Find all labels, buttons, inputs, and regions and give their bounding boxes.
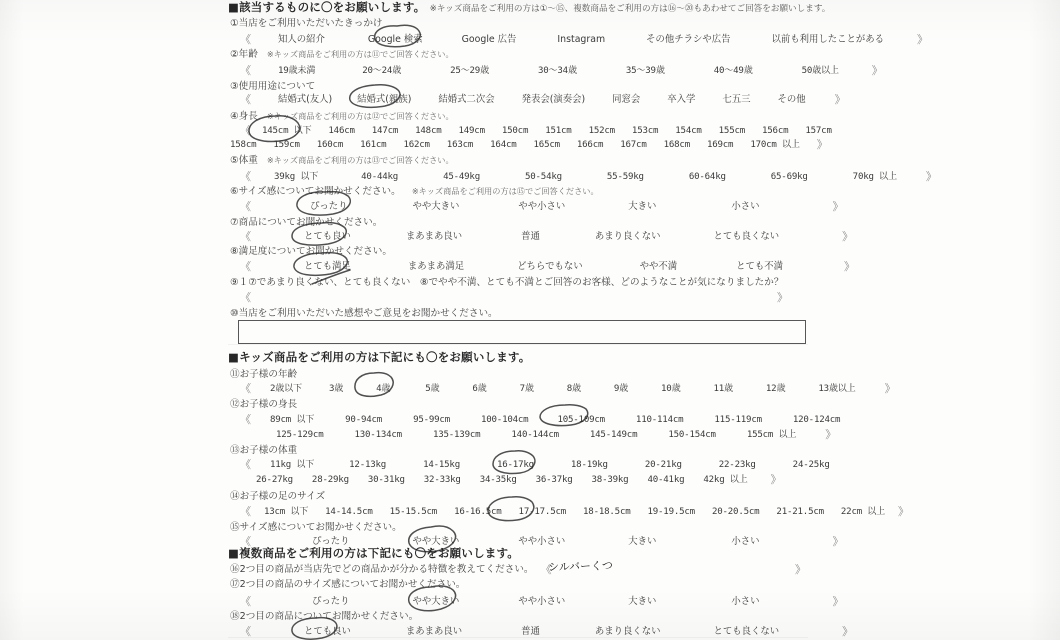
options-q3	[240, 91, 846, 107]
option-q7-2[interactable]: 普通	[521, 231, 540, 242]
option-q15-3[interactable]: 大きい	[628, 536, 657, 547]
option-q14-6[interactable]: 19-19.5cm	[647, 507, 695, 517]
question-label-q7	[230, 214, 382, 228]
options-q4-line2	[230, 136, 828, 152]
options-q7	[240, 228, 853, 244]
option-q1-4[interactable]: その他チラシや広告	[646, 34, 731, 45]
options-q6	[240, 198, 843, 214]
section1-heading-note: ※キッズ商品をご利用の方は①〜⑮、複数商品をご利用の方は⑯〜⑳もあわせてご回答をお願いします。	[429, 4, 831, 14]
q18-text: 2つ目の商品についてお聞かせください。	[239, 611, 419, 622]
question-label-q14	[230, 488, 325, 502]
question-label-q16	[230, 561, 552, 577]
option-q3-5[interactable]: 卒入学	[667, 94, 696, 105]
option-q11-6[interactable]: 8歳	[566, 384, 581, 394]
bracket-close: 》	[871, 64, 883, 77]
option-q1-5[interactable]: 以前も利用したことがある	[771, 34, 884, 45]
option-q2-6[interactable]: 50歳以上	[801, 66, 839, 76]
section1-heading-text: ■該当するものに〇をお願いします。	[228, 0, 426, 14]
option-q6-4[interactable]: 小さい	[731, 201, 760, 212]
q14-number: ⑭	[230, 491, 240, 502]
option-q3-6[interactable]: 七五三	[722, 94, 751, 105]
option-q7-3[interactable]: あまり良くない	[594, 231, 661, 242]
q7-text: 商品についてお聞かせください。	[238, 217, 383, 228]
bracket-open: 《	[240, 124, 251, 137]
q4-number: ④	[230, 111, 239, 122]
option-q2-1[interactable]: 20〜24歳	[362, 66, 402, 76]
q2-note: ※キッズ商品をご利用の方は⑪でご回答ください。	[266, 49, 454, 59]
q15-number: ⑮	[230, 522, 240, 533]
bracket-close: 》	[832, 535, 844, 548]
question-label-q17	[230, 576, 465, 590]
option-q6-3[interactable]: 大きい	[628, 201, 657, 212]
option-q11-2[interactable]: 4歳	[376, 384, 391, 394]
options-q13-line2	[256, 471, 782, 487]
q4-note: ※キッズ商品をご利用の方は⑫でご回答ください。	[266, 111, 454, 121]
option-q11-4[interactable]: 6歳	[472, 384, 487, 394]
option-q5-6[interactable]: 65-69kg	[770, 172, 808, 182]
option-q4-2[interactable]: 147cm	[371, 126, 399, 136]
q10-number: ⑩	[230, 308, 239, 319]
option-q4-6[interactable]: 151cm	[545, 126, 572, 136]
bracket-close: 》	[884, 382, 896, 395]
bracket-open: 《	[240, 291, 251, 304]
option-q13-8[interactable]: 26-27kg	[256, 475, 293, 485]
bracket-open: 《	[240, 505, 251, 518]
option-q14-2[interactable]: 15-15.5cm	[389, 507, 438, 517]
option-q13-3[interactable]: 16-17kg	[496, 460, 534, 470]
q16-number: ⑯	[230, 564, 240, 575]
question-label-q10	[230, 305, 498, 319]
q4-text: 身長	[238, 111, 258, 122]
option-q12-9[interactable]: 130-134cm	[354, 430, 402, 440]
options-q13-line1	[240, 456, 830, 472]
option-q4-11[interactable]: 156cm	[762, 126, 789, 136]
question-label-q12	[230, 396, 297, 410]
option-q4-3[interactable]: 148cm	[415, 126, 442, 136]
option-q13-16[interactable]: 42kg 以上	[703, 475, 748, 485]
option-q14-8[interactable]: 21-21.5cm	[776, 507, 824, 517]
option-q12-4[interactable]: 105-109cm	[557, 415, 605, 425]
option-q12-5[interactable]: 110-114cm	[635, 415, 684, 425]
q5-text: 体重	[238, 155, 258, 166]
option-q5-4[interactable]: 55-59kg	[606, 172, 644, 182]
q18-number: ⑱	[230, 611, 240, 622]
q17-text: 2つ目の商品のサイズ感についてお聞かせください。	[239, 579, 466, 590]
option-q4-22[interactable]: 167cm	[620, 140, 647, 150]
option-q4-0[interactable]: 145cm 以下	[261, 126, 312, 136]
option-q14-3[interactable]: 16-16.5cm	[454, 507, 502, 517]
option-q11-3[interactable]: 5歳	[425, 384, 440, 394]
option-q11-10[interactable]: 12歳	[765, 384, 786, 394]
question-label-q8	[230, 243, 392, 257]
option-q4-8[interactable]: 153cm	[631, 126, 659, 136]
q9-text: １⑦であまり良くない、とても良くない ⑧でやや不満、とても不満とご回答のお客様、どのようなことが気になりましたか？	[238, 277, 784, 288]
option-q15-1[interactable]: やや大きい	[412, 536, 460, 547]
option-q18-2[interactable]: 普通	[521, 626, 540, 637]
option-q6-2[interactable]: やや小さい	[518, 201, 566, 212]
option-q7-0[interactable]: とても良い	[303, 231, 351, 242]
question-label-q4	[230, 108, 454, 122]
scan-streak	[228, 637, 808, 638]
scan-streak	[228, 344, 808, 345]
option-q12-2[interactable]: 95-99cm	[413, 415, 450, 425]
options-q8	[240, 258, 855, 274]
q7-number: ⑦	[230, 217, 239, 228]
option-q12-14[interactable]: 155cm 以上	[746, 430, 797, 440]
option-q4-12[interactable]: 157cm	[805, 126, 832, 136]
option-q18-0[interactable]: とても良い	[303, 626, 351, 637]
option-q12-11[interactable]: 140-144cm	[511, 430, 559, 440]
option-q7-4[interactable]: とても良くない	[713, 231, 780, 242]
option-q4-13[interactable]: 158cm	[230, 140, 257, 150]
option-q6-0[interactable]: ぴったり	[309, 201, 348, 212]
q10-text: 当店をご利用いただいた感想やご意見をお聞かせください。	[238, 308, 498, 319]
bracket-close: 》	[832, 595, 844, 608]
options-q14	[240, 503, 909, 519]
option-q12-3[interactable]: 100-104cm	[480, 415, 529, 425]
q17-number: ⑰	[230, 579, 240, 590]
option-q14-1[interactable]: 14-14.5cm	[325, 507, 373, 517]
option-q3-2[interactable]: 結婚式二次会	[438, 94, 495, 105]
section3-heading	[228, 545, 519, 561]
bracket-open: 《	[240, 625, 251, 638]
section1-heading	[228, 0, 830, 15]
question-label-q9	[230, 274, 783, 288]
q12-text: お子様の身長	[239, 399, 298, 410]
options-q12-line2	[276, 426, 836, 442]
q6-note: ※キッズ商品をご利用の方は⑮でご回答ください。	[411, 186, 599, 196]
q6-number: ⑥	[230, 186, 239, 197]
option-q3-7[interactable]: その他	[777, 94, 806, 105]
option-q14-5[interactable]: 18-18.5cm	[583, 507, 631, 517]
option-q4-1[interactable]: 146cm	[328, 126, 355, 136]
option-q12-6[interactable]: 115-119cm	[714, 415, 762, 425]
option-q13-4[interactable]: 18-19kg	[570, 460, 608, 470]
q8-text: 満足度についてお聞かせください。	[238, 246, 392, 257]
bracket-open: 《	[240, 535, 251, 548]
q11-number: ⑪	[230, 369, 240, 380]
option-q11-9[interactable]: 11歳	[713, 384, 733, 394]
bracket-close: 》	[825, 428, 837, 441]
option-q13-13[interactable]: 36-37kg	[535, 475, 573, 485]
option-q17-4[interactable]: 小さい	[731, 596, 760, 607]
bracket-close: 》	[844, 260, 856, 273]
q13-number: ⑬	[230, 445, 240, 456]
option-q13-0[interactable]: 11kg 以下	[269, 460, 315, 470]
options-q17	[240, 593, 843, 609]
bracket-close: 》	[816, 138, 828, 151]
option-q3-4[interactable]: 同窓会	[612, 94, 641, 105]
options-q5	[240, 168, 937, 184]
question-label-q3	[230, 78, 315, 92]
q14-text: お子様の足のサイズ	[239, 491, 326, 502]
bracket-close: 》	[898, 505, 910, 518]
option-q14-0[interactable]: 13cm 以下	[263, 507, 309, 517]
free-comment-box-q10[interactable]	[238, 320, 806, 344]
option-q11-8[interactable]: 10歳	[661, 384, 681, 394]
bracket-open: 《	[240, 595, 251, 608]
q3-number: ③	[230, 81, 239, 92]
options-q11	[240, 380, 896, 396]
q2-number: ②	[230, 49, 239, 60]
question-label-q18	[230, 608, 418, 622]
option-q12-13[interactable]: 150-154cm	[668, 430, 716, 440]
q1-text: 当店をご利用いただいたきっかけ	[238, 18, 383, 29]
option-q14-9[interactable]: 22cm 以上	[840, 507, 886, 517]
section3-heading-text: ■複数商品をご利用の方は下記にも〇をお願いします。	[228, 546, 519, 560]
option-q4-23[interactable]: 168cm	[663, 140, 690, 150]
option-q11-7[interactable]: 9歳	[613, 384, 629, 394]
option-q14-7[interactable]: 20-20.5cm	[711, 507, 760, 517]
option-q8-0[interactable]: とても満足	[303, 261, 351, 272]
option-q8-2[interactable]: どちらでもない	[517, 261, 583, 272]
bracket-close: 》	[842, 625, 854, 638]
option-q2-4[interactable]: 35〜39歳	[625, 66, 665, 76]
option-q1-3[interactable]: Instagram	[557, 34, 606, 45]
question-label-q5	[230, 152, 454, 166]
option-q4-16[interactable]: 161cm	[360, 140, 387, 150]
option-q4-20[interactable]: 165cm	[533, 140, 560, 150]
option-q1-1[interactable]: Google 検索	[367, 34, 423, 45]
options-q12-line1	[240, 411, 840, 427]
option-q4-14[interactable]: 159cm	[273, 140, 300, 150]
q13-text: お子様の体重	[239, 445, 298, 456]
option-q15-2[interactable]: やや小さい	[518, 536, 566, 547]
q9-number: ⑨	[230, 277, 239, 288]
option-q7-1[interactable]: まあまあ良い	[405, 231, 463, 242]
option-q18-1[interactable]: まあまあ良い	[405, 626, 463, 637]
option-q17-2[interactable]: やや小さい	[518, 596, 566, 607]
option-q13-5[interactable]: 20-21kg	[644, 460, 682, 470]
handwritten-answer-q16[interactable]: シルバーくつ	[547, 559, 614, 574]
option-q13-1[interactable]: 12-13kg	[349, 460, 387, 470]
option-q13-6[interactable]: 22-23kg	[718, 460, 756, 470]
bracket-open: 《	[240, 33, 251, 46]
section2-heading-text: ■キッズ商品をご利用の方は下記にも〇をお願いします。	[228, 350, 531, 364]
option-q17-3[interactable]: 大きい	[628, 596, 657, 607]
option-q4-5[interactable]: 150cm	[501, 126, 529, 136]
option-q6-1[interactable]: やや大きい	[412, 201, 460, 212]
bracket-close: 》	[795, 563, 806, 576]
option-q11-1[interactable]: 3歳	[328, 384, 344, 394]
option-q18-3[interactable]: あまり良くない	[594, 626, 661, 637]
q5-note: ※キッズ商品をご利用の方は⑬でご回答ください。	[266, 155, 454, 165]
option-q12-10[interactable]: 135-139cm	[432, 430, 481, 440]
option-q5-5[interactable]: 60-64kg	[688, 172, 726, 182]
q2-text: 年齢	[238, 49, 258, 60]
option-q4-10[interactable]: 155cm	[718, 126, 746, 136]
option-q3-3[interactable]: 発表会(演奏会)	[521, 94, 586, 105]
q12-number: ⑫	[230, 399, 240, 410]
option-q11-0[interactable]: 2歳以下	[269, 384, 302, 394]
bracket-open: 《	[240, 230, 251, 243]
option-q14-4[interactable]: 17-17.5cm	[518, 507, 567, 517]
option-q4-19[interactable]: 164cm	[490, 140, 517, 150]
bracket-open: 《	[540, 563, 552, 576]
question-label-q1	[230, 15, 383, 29]
option-q13-9[interactable]: 28-29kg	[311, 475, 349, 485]
option-q3-0[interactable]: 結婚式(友人)	[277, 94, 333, 105]
q8-number: ⑧	[230, 246, 239, 257]
option-q1-2[interactable]: Google 広告	[461, 34, 517, 45]
option-q4-25[interactable]: 170cm 以上	[750, 140, 800, 150]
bracket-close: 》	[770, 473, 782, 486]
option-q4-21[interactable]: 166cm	[576, 140, 604, 150]
option-q8-4[interactable]: とても不満	[736, 261, 784, 272]
option-q18-4[interactable]: とても良くない	[713, 626, 780, 637]
q1-number: ①	[230, 18, 239, 29]
bracket-open: 《	[240, 458, 251, 471]
bracket-open: 《	[240, 200, 251, 213]
option-q3-1[interactable]: 結婚式(親族)	[357, 94, 412, 105]
bracket-open: 《	[240, 413, 251, 426]
bracket-close: 》	[925, 170, 937, 183]
answer-row-q9[interactable]	[240, 289, 788, 305]
bracket-open: 《	[240, 170, 251, 183]
option-q1-0[interactable]: 知人の紹介	[277, 34, 325, 45]
question-label-q13	[230, 442, 297, 456]
option-q4-7[interactable]: 152cm	[588, 126, 615, 136]
option-q5-1[interactable]: 40-44kg	[361, 172, 399, 182]
section2-heading	[228, 349, 530, 365]
q3-text: 使用用途について	[238, 81, 316, 92]
option-q5-7[interactable]: 70kg 以上	[852, 172, 897, 182]
option-q13-12[interactable]: 34-35kg	[479, 475, 517, 485]
option-q12-0[interactable]: 89cm 以下	[269, 415, 315, 425]
option-q13-2[interactable]: 14-15kg	[423, 460, 460, 470]
question-label-q6	[230, 183, 599, 197]
option-q4-4[interactable]: 149cm	[458, 126, 485, 136]
option-q4-9[interactable]: 154cm	[675, 126, 702, 136]
option-q2-0[interactable]: 19歳未満	[277, 66, 316, 76]
bracket-open: 《	[240, 93, 251, 106]
option-q17-0[interactable]: ぴったり	[311, 596, 350, 607]
q15-text: サイズ感についてお聞かせください。	[239, 522, 402, 533]
option-q13-11[interactable]: 32-33kg	[423, 475, 461, 485]
option-q4-24[interactable]: 169cm	[706, 140, 734, 150]
option-q4-18[interactable]: 163cm	[446, 140, 474, 150]
bracket-close: 》	[842, 230, 854, 243]
answer-close-q16	[795, 561, 806, 577]
option-q13-10[interactable]: 30-31kg	[367, 475, 405, 485]
option-q5-3[interactable]: 50-54kg	[524, 172, 562, 182]
option-q4-15[interactable]: 160cm	[316, 140, 344, 150]
bracket-close: 》	[832, 200, 844, 213]
option-q15-0[interactable]: ぴったり	[311, 536, 350, 547]
option-q13-7[interactable]: 24-25kg	[792, 460, 830, 470]
question-label-q15	[230, 519, 402, 533]
bracket-close: 》	[834, 93, 846, 106]
option-q2-2[interactable]: 25〜29歳	[450, 66, 489, 76]
bracket-open: 《	[240, 64, 251, 77]
option-q11-11[interactable]: 13歳以上	[818, 384, 856, 394]
option-q5-2[interactable]: 45-49kg	[443, 172, 480, 182]
option-q12-1[interactable]: 90-94cm	[345, 415, 383, 425]
option-q8-1[interactable]: まあまあ満足	[407, 261, 465, 272]
option-q12-12[interactable]: 145-149cm	[589, 430, 638, 440]
bracket-close: 》	[776, 291, 788, 304]
question-label-q2	[230, 46, 454, 60]
bracket-open: 《	[240, 260, 251, 273]
question-label-q11	[230, 366, 297, 380]
option-q8-3[interactable]: やや不満	[639, 261, 678, 272]
bracket-close: 》	[916, 33, 928, 46]
option-q4-17[interactable]: 162cm	[403, 140, 430, 150]
options-q1	[240, 31, 928, 47]
option-q15-4[interactable]: 小さい	[731, 536, 760, 547]
q6-text: サイズ感についてお聞かせください。	[238, 186, 401, 197]
q11-text: お子様の年齢	[239, 369, 298, 380]
option-q12-7[interactable]: 120-124cm	[792, 415, 841, 425]
option-q13-14[interactable]: 38-39kg	[591, 475, 629, 485]
q16-text: 2つ目の商品が当店先でどの商品かが分かる特徴を教えてください。	[239, 564, 534, 575]
options-q2	[240, 62, 883, 78]
option-q12-8[interactable]: 125-129cm	[276, 430, 324, 440]
option-q2-5[interactable]: 40〜49歳	[713, 66, 753, 76]
option-q17-1[interactable]: やや大きい	[412, 596, 460, 607]
bracket-open: 《	[240, 382, 251, 395]
q5-number: ⑤	[230, 155, 239, 166]
option-q5-0[interactable]: 39kg 以下	[273, 172, 319, 182]
option-q2-3[interactable]: 30〜34歳	[537, 66, 577, 76]
option-q11-5[interactable]: 7歳	[519, 384, 534, 394]
option-q13-15[interactable]: 40-41kg	[647, 475, 685, 485]
